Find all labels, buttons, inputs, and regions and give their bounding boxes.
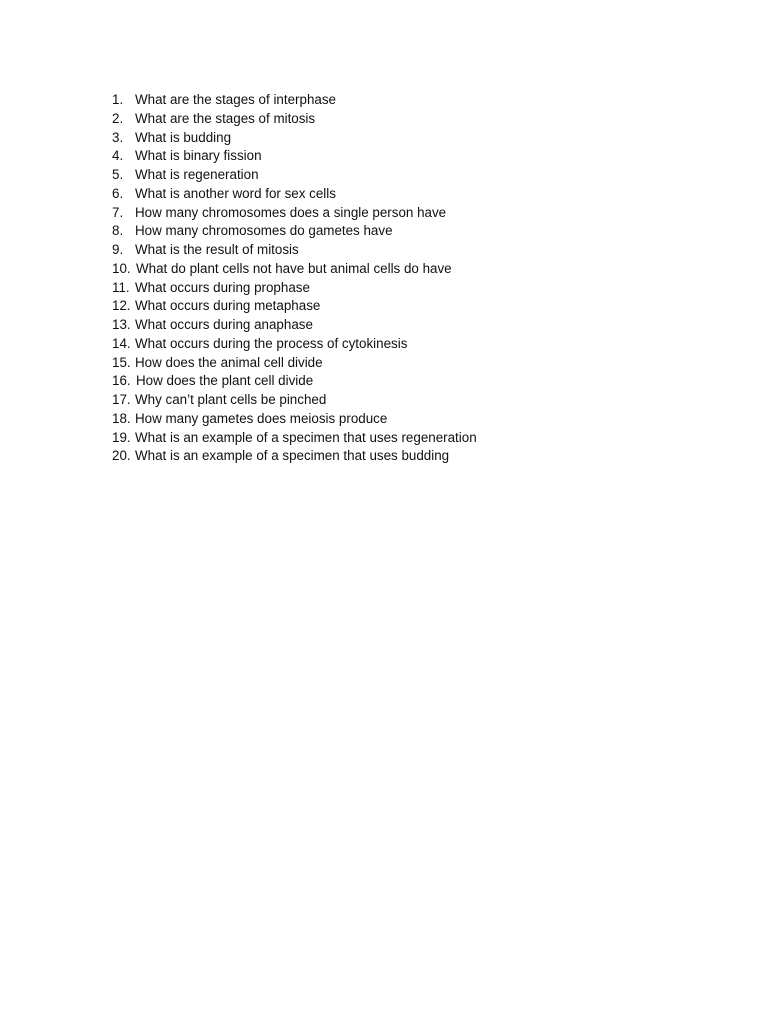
question-item-3	[112, 129, 477, 148]
question-number: 15.	[112, 354, 131, 370]
question-item-10	[112, 260, 477, 279]
question-text: What is the result of mitosis	[135, 242, 299, 257]
question-number: 3.	[112, 129, 124, 145]
question-number: 1.	[112, 92, 124, 107]
question-item-15	[112, 354, 477, 373]
question-item-5	[112, 166, 477, 185]
question-number: 5.	[112, 167, 124, 182]
question-item-13	[112, 316, 477, 335]
question-item-9	[112, 241, 477, 260]
question-text: What are the stages of interphase	[135, 92, 336, 107]
question-item-20	[112, 447, 477, 466]
question-number: 17.	[112, 392, 131, 407]
question-number: 12.	[112, 298, 131, 314]
question-number: 2.	[112, 110, 124, 126]
question-item-7	[112, 204, 477, 223]
question-text: What is budding	[135, 129, 232, 145]
question-item-8	[112, 222, 477, 241]
question-item-4	[112, 147, 477, 166]
question-text: What occurs during metaphase	[135, 298, 321, 314]
question-text: What occurs during anaphase	[135, 317, 313, 332]
question-list	[112, 91, 477, 466]
question-text: What occurs during prophase	[135, 279, 310, 295]
question-number: 7.	[112, 204, 124, 220]
question-number: 14.	[112, 335, 131, 351]
question-item-2	[112, 110, 477, 129]
question-text: Why can’t plant cells be pinched	[135, 392, 327, 407]
question-number: 4.	[112, 148, 124, 164]
question-number: 6.	[112, 185, 124, 201]
question-item-6	[112, 185, 477, 204]
question-item-1	[112, 91, 477, 110]
question-text: How does the plant cell divide	[136, 373, 314, 389]
question-text: How many chromosomes does a single person have	[135, 204, 447, 220]
question-item-12	[112, 297, 477, 316]
question-text: What is binary fission	[135, 148, 262, 164]
question-number: 9.	[112, 242, 124, 257]
question-number: 19.	[112, 429, 131, 445]
question-text: How many chromosomes do gametes have	[135, 223, 393, 239]
question-number: 10.	[112, 260, 131, 276]
question-text: What is regeneration	[135, 167, 259, 182]
question-item-18	[112, 410, 477, 429]
question-item-16	[112, 372, 477, 391]
question-text: What is another word for sex cells	[135, 185, 336, 201]
question-text: What are the stages of mitosis	[135, 110, 316, 126]
question-number: 20.	[112, 448, 131, 464]
question-text: How many gametes does meiosis produce	[135, 410, 388, 426]
question-text: What is an example of a specimen that uses budding	[135, 448, 450, 464]
question-text: How does the animal cell divide	[135, 354, 323, 370]
question-text: What do plant cells not have but animal cells do have	[136, 260, 452, 276]
question-number: 11.	[112, 279, 130, 295]
question-number: 18.	[112, 410, 131, 426]
question-item-19	[112, 429, 477, 448]
question-number: 16.	[112, 373, 131, 389]
question-item-14	[112, 335, 477, 354]
question-text: What occurs during the process of cytokinesis	[135, 335, 408, 351]
question-number: 8.	[112, 223, 124, 239]
question-item-17	[112, 391, 477, 410]
question-number: 13.	[112, 317, 131, 332]
question-item-11	[112, 279, 477, 298]
question-text: What is an example of a specimen that uses regeneration	[135, 429, 477, 445]
